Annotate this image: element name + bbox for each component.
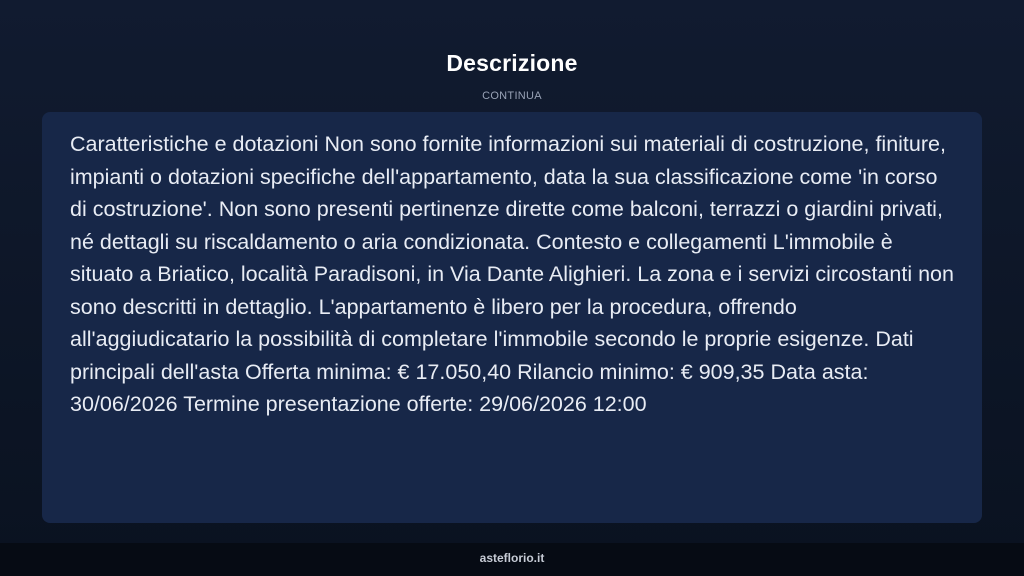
footer-bar [0, 543, 1024, 576]
footer-site-name: asteflorio.it [479, 551, 545, 565]
description-card [42, 112, 982, 523]
description-text: Caratteristiche e dotazioni Non sono fornite informazioni sui materiali di costruzione, finiture, impianti o dotazioni specifiche dell'appartamento, data la sua classificazione come 'in corso di costruzione'. Non sono presenti pertinenze dirette come balconi, terrazzi o giardini privati, né dettagli su riscaldamento o aria condizionata. Contesto e collegamenti L'immobile è situato a Briatico, località Paradisoni, in Via Dante Alighieri. La zona e i servizi circostanti non sono descritti in dettaglio. L'appartamento è libero per la procedura, offrendo all'aggiudicatario la possibilità di completare l'immobile secondo le proprie esigenze. Dati principali dell'asta Offerta minima: € 17.050,40 Rilancio minimo: € 909,35 Data asta: 30/06/2026 Termine presentazione offerte: 29/06/2026 12:00 [70, 132, 954, 416]
page-subtitle: CONTINUA [482, 90, 542, 102]
page-title: Descrizione [446, 50, 578, 76]
